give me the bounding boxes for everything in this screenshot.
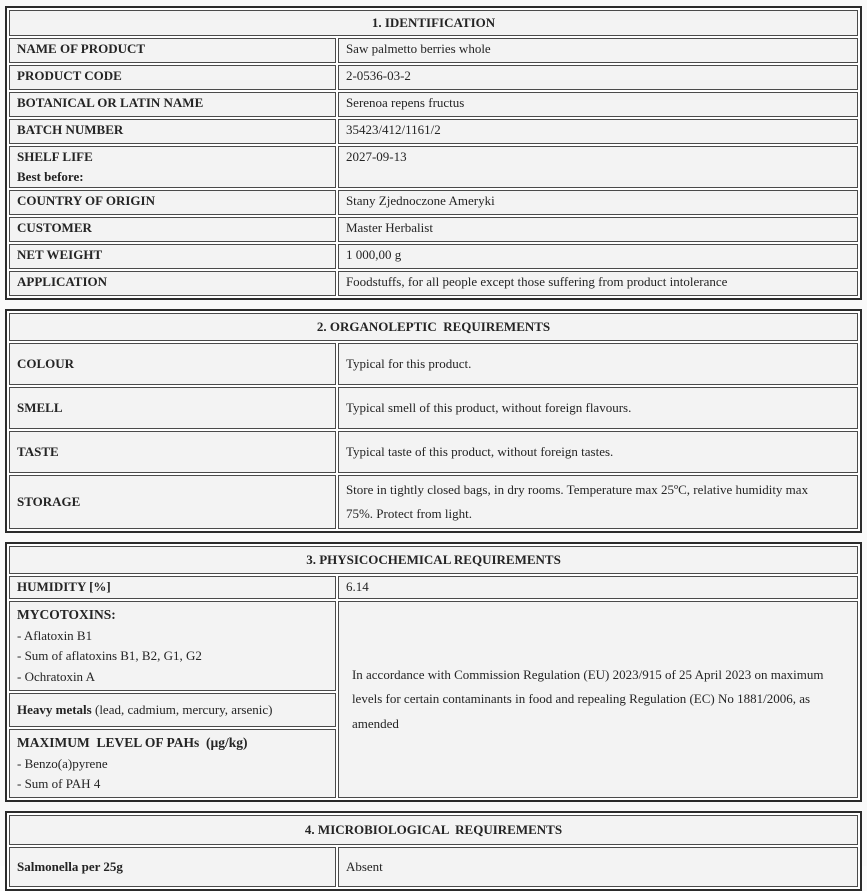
- storage-text: Store in tightly closed bags, in dry rooms. Temperature max 25ºC, relative humidity max 75%. Protect from light.: [345, 482, 809, 522]
- section-title: 1. IDENTIFICATION: [9, 10, 858, 36]
- table-row: [9, 119, 858, 144]
- field-value: 35423/412/1161/2: [338, 119, 858, 144]
- organoleptic-section: [5, 309, 862, 533]
- table-row: [9, 475, 858, 529]
- field-value: Typical smell of this product, without foreign flavours.: [338, 387, 858, 429]
- physicochemical-section: [5, 542, 862, 802]
- field-label-line2: Best before:: [17, 169, 84, 184]
- field-value: Foodstuffs, for all people except those suffering from product intolerance: [338, 271, 858, 296]
- table-row: [9, 65, 858, 90]
- regulation-note: In accordance with Commission Regulation (EU) 2023/915 of 25 April 2023 on maximum levels for certain contaminants in food and repealing Regulation (EC) No 1881/2006, as amended: [351, 666, 824, 732]
- field-value: [338, 475, 858, 529]
- section-title: 2. ORGANOLEPTIC REQUIREMENTS: [9, 313, 858, 341]
- section-header-row: [9, 546, 858, 574]
- pahs-item: - Benzo(a)pyrene: [17, 755, 108, 771]
- table-row: [9, 271, 858, 296]
- pahs-cell: [9, 729, 336, 798]
- table-row: [9, 576, 858, 599]
- mycotoxins-item: - Sum of aflatoxins B1, B2, G1, G2: [17, 648, 202, 664]
- section-header-row: [9, 313, 858, 341]
- field-label: TASTE: [9, 431, 336, 473]
- table-row: [9, 343, 858, 385]
- field-label: APPLICATION: [9, 271, 336, 296]
- table-row: [9, 847, 858, 887]
- section-header-row: [9, 815, 858, 845]
- field-value: Stany Zjednoczone Ameryki: [338, 190, 858, 215]
- field-value: 2-0536-03-2: [338, 65, 858, 90]
- field-value: Saw palmetto berries whole: [338, 38, 858, 63]
- table-row: [9, 601, 858, 691]
- field-value: Typical for this product.: [338, 343, 858, 385]
- heavy-metals-bold: Heavy metals: [17, 702, 92, 718]
- field-value: 2027-09-13: [338, 146, 858, 188]
- table-row: [9, 190, 858, 215]
- field-value: Serenoa repens fructus: [338, 92, 858, 117]
- field-label: BATCH NUMBER: [9, 119, 336, 144]
- field-label: STORAGE: [9, 475, 336, 529]
- field-label: NET WEIGHT: [9, 244, 336, 269]
- table-row: [9, 146, 858, 188]
- section-title: 4. MICROBIOLOGICAL REQUIREMENTS: [9, 815, 858, 845]
- field-label: SMELL: [9, 387, 336, 429]
- table-row: [9, 38, 858, 63]
- field-value: Typical taste of this product, without foreign tastes.: [338, 431, 858, 473]
- pahs-item: - Sum of PAH 4: [17, 776, 101, 792]
- table-row: [9, 244, 858, 269]
- field-label: HUMIDITY [%]: [9, 576, 336, 599]
- microbiological-section: [5, 811, 862, 891]
- field-value: Master Herbalist: [338, 217, 858, 242]
- field-label: Salmonella per 25g: [9, 847, 336, 887]
- field-value: 1 000,00 g: [338, 244, 858, 269]
- heavy-metals-cell: [9, 693, 336, 727]
- mycotoxins-heading: MYCOTOXINS:: [17, 607, 116, 623]
- section-header-row: [9, 10, 858, 36]
- mycotoxins-item: - Aflatoxin B1: [17, 627, 93, 643]
- field-label: COUNTRY OF ORIGIN: [9, 190, 336, 215]
- field-label: NAME OF PRODUCT: [9, 38, 336, 63]
- field-label: BOTANICAL OR LATIN NAME: [9, 92, 336, 117]
- field-label-line1: SHELF LIFE: [17, 149, 93, 164]
- table-row: [9, 431, 858, 473]
- field-label: COLOUR: [9, 343, 336, 385]
- heavy-metals-rest: (lead, cadmium, mercury, arsenic): [91, 702, 273, 718]
- mycotoxins-item: - Ochratoxin A: [17, 669, 95, 685]
- table-row: [9, 217, 858, 242]
- table-row: [9, 92, 858, 117]
- pahs-heading: MAXIMUM LEVEL OF PAHs (µg/kg): [17, 735, 248, 751]
- field-value: Absent: [338, 847, 858, 887]
- field-label: [9, 146, 336, 188]
- section-title: 3. PHYSICOCHEMICAL REQUIREMENTS: [9, 546, 858, 574]
- field-value: 6.14: [338, 576, 858, 599]
- field-label: PRODUCT CODE: [9, 65, 336, 90]
- field-label: CUSTOMER: [9, 217, 336, 242]
- identification-section: [5, 6, 862, 300]
- table-row: [9, 387, 858, 429]
- mycotoxins-cell: [9, 601, 336, 691]
- regulation-note-cell: [338, 601, 858, 798]
